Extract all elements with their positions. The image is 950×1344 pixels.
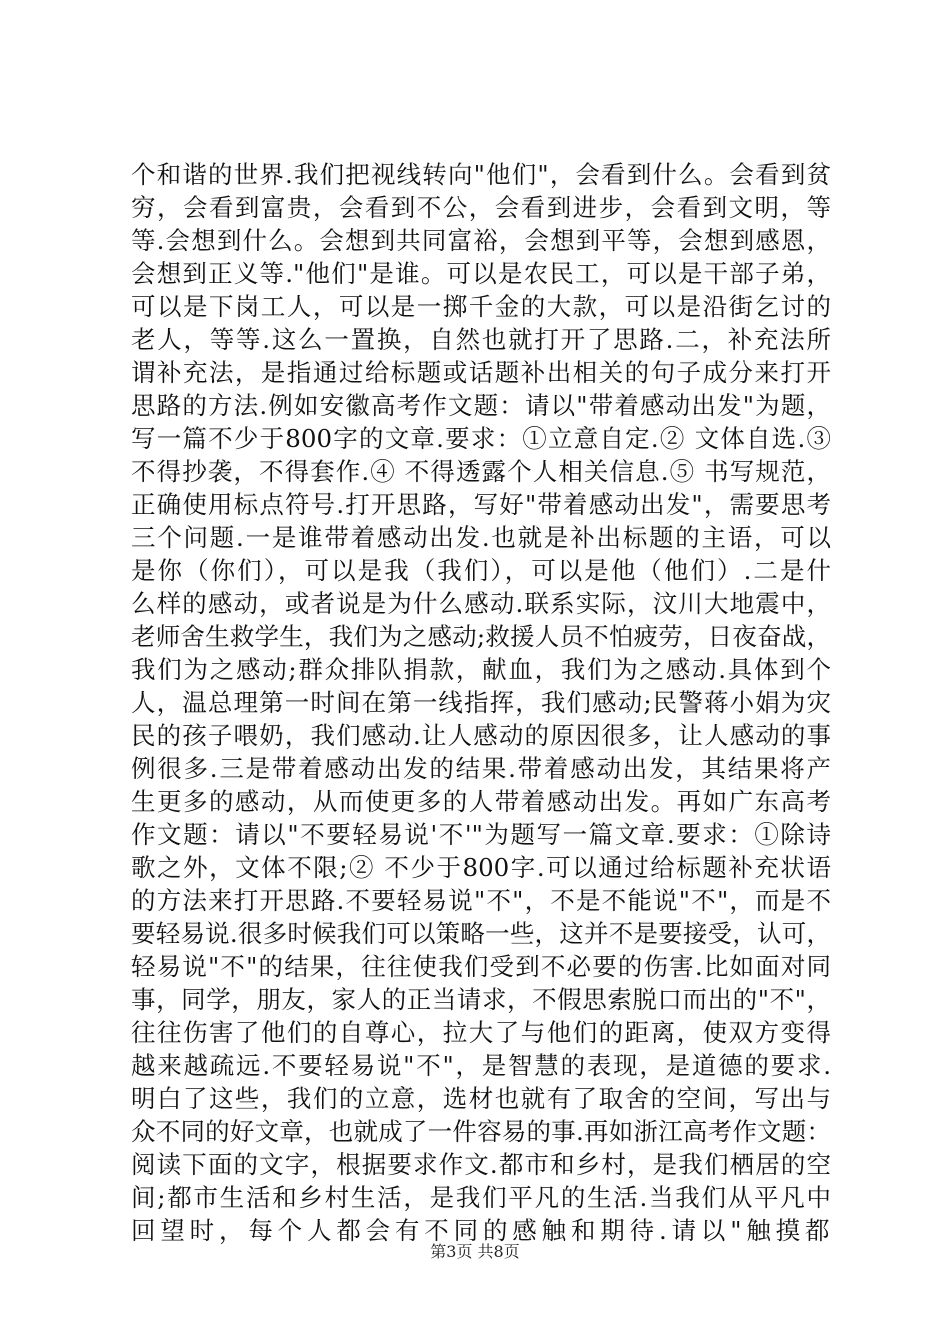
page-number-footer: 第3页 共8页 (430, 1242, 520, 1261)
text-line-31: 阅读下面的文字，根据要求作文.都市和乡村，是我们栖居的空 (131, 1150, 831, 1179)
text-line-24: 要轻易说.很多时候我们可以策略一些，这并不是要接受，认可， (131, 919, 831, 948)
text-line-32: 间;都市生活和乡村生活，是我们平凡的生活.当我们从平凡中 (131, 1183, 831, 1212)
text-line-3: 等.会想到什么。会想到共同富裕，会想到平等，会想到感恩， (131, 226, 831, 255)
text-line-23: 的方法来打开思路.不要轻易说"不"，不是不能说"不"，而是不 (131, 886, 831, 915)
text-line-33: 回望时，每个人都会有不同的感触和期待.请以"触摸都 (131, 1216, 831, 1245)
text-line-14: 么样的感动，或者说是为什么感动.联系实际，汶川大地震中， (131, 589, 831, 618)
text-line-10: 不得抄袭，不得套作.④ 不得透露个人相关信息.⑤ 书写规范， (131, 457, 831, 486)
text-line-19: 例很多.三是带着感动出发的结果.带着感动出发，其结果将产 (131, 754, 831, 783)
text-line-25: 轻易说"不"的结果，往往使我们受到不必要的伤害.比如面对同 (131, 952, 831, 981)
body-text (131, 158, 831, 1247)
text-line-30: 众不同的好文章，也就成了一件容易的事.再如浙江高考作文题： (131, 1117, 831, 1146)
text-line-1: 个和谐的世界.我们把视线转向"他们"，会看到什么。会看到贫 (131, 160, 831, 189)
text-line-28: 越来越疏远.不要轻易说"不"，是智慧的表现，是道德的要求. (131, 1051, 831, 1080)
text-line-21: 作文题：请以"不要轻易说'不'"为题写一篇文章.要求：①除诗 (131, 820, 831, 849)
text-line-5: 可以是下岗工人，可以是一掷千金的大款，可以是沿街乞讨的 (131, 292, 831, 321)
text-line-15: 老师舍生救学生，我们为之感动;救援人员不怕疲劳，日夜奋战， (131, 622, 831, 651)
text-line-6: 老人，等等.这么一置换，自然也就打开了思路.二，补充法所 (131, 325, 831, 354)
text-line-13: 是你（你们），可以是我（我们），可以是他（他们）.二是什 (131, 556, 831, 585)
text-line-12: 三个问题.一是谁带着感动出发.也就是补出标题的主语，可以 (131, 523, 831, 552)
text-line-20: 生更多的感动，从而使更多的人带着感动出发。再如广东高考 (131, 787, 831, 816)
text-line-7: 谓补充法，是指通过给标题或话题补出相关的句子成分来打开 (131, 358, 831, 387)
text-line-18: 民的孩子喂奶，我们感动.让人感动的原因很多，让人感动的事 (131, 721, 831, 750)
text-line-4: 会想到正义等."他们"是谁。可以是农民工，可以是干部子弟， (131, 259, 831, 288)
text-line-2: 穷，会看到富贵，会看到不公，会看到进步，会看到文明，等 (131, 193, 831, 222)
text-line-11: 正确使用标点符号.打开思路，写好"带着感动出发"，需要思考 (131, 490, 831, 519)
text-line-17: 人，温总理第一时间在第一线指挥，我们感动;民警蒋小娟为灾 (131, 688, 831, 717)
text-line-29: 明白了这些，我们的立意，选材也就有了取舍的空间，写出与 (131, 1084, 831, 1113)
text-line-8: 思路的方法.例如安徽高考作文题：请以"带着感动出发"为题， (131, 391, 831, 420)
text-line-26: 事，同学，朋友，家人的正当请求，不假思索脱口而出的"不"， (131, 985, 831, 1014)
text-line-22: 歌之外，文体不限;② 不少于800字.可以通过给标题补充状语 (131, 853, 831, 882)
text-line-27: 往往伤害了他们的自尊心，拉大了与他们的距离，使双方变得 (131, 1018, 831, 1047)
text-line-16: 我们为之感动;群众排队捐款，献血，我们为之感动.具体到个 (131, 655, 831, 684)
text-line-9: 写一篇不少于800字的文章.要求：①立意自定.② 文体自选.③ (131, 424, 831, 453)
